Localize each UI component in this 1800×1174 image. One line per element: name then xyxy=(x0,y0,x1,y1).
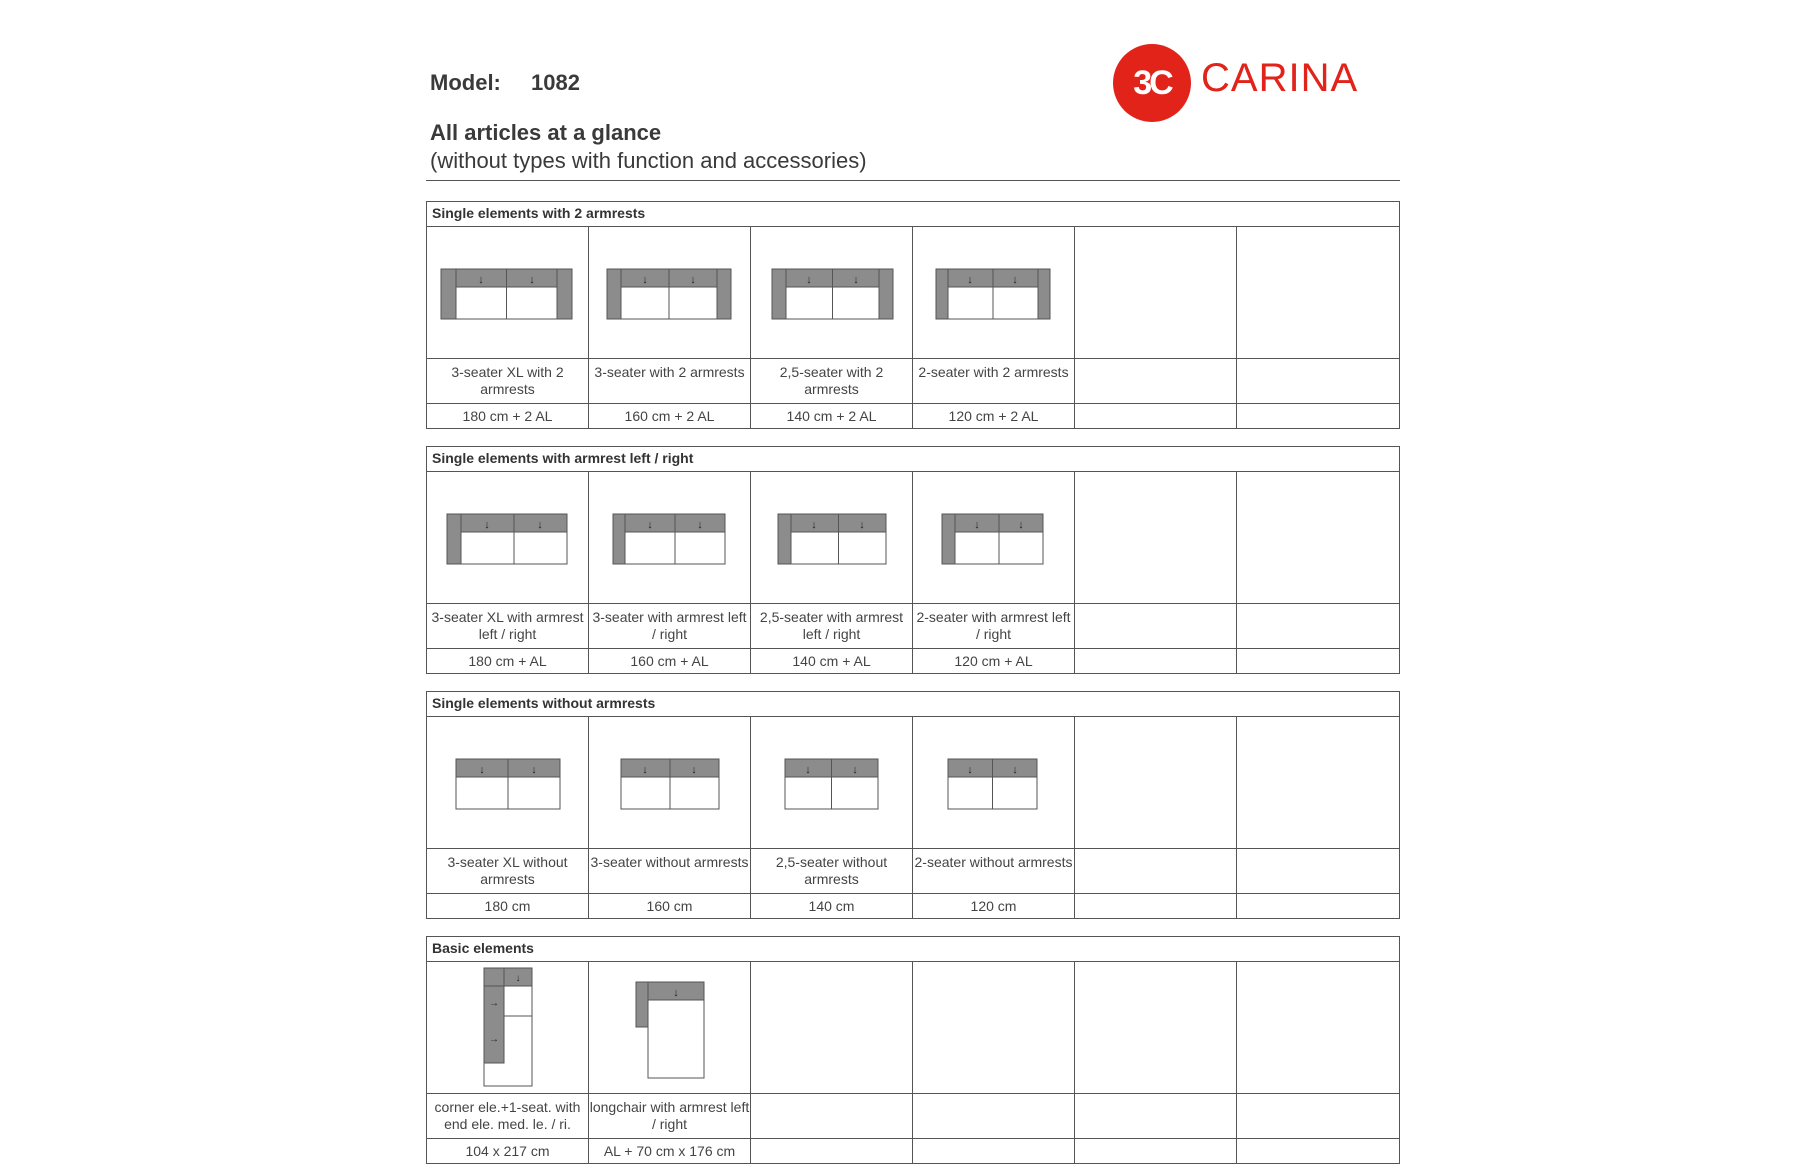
empty-cell xyxy=(751,1094,913,1138)
section-armrest-left-right xyxy=(426,446,1400,674)
svg-text:↓: ↓ xyxy=(531,764,537,776)
item-description: 2-seater with armrest left / right xyxy=(913,604,1075,648)
item-size: 104 x 217 cm xyxy=(427,1139,589,1163)
logo-text: CARINA xyxy=(1201,56,1359,100)
svg-text:↓: ↓ xyxy=(805,764,811,776)
svg-text:↓: ↓ xyxy=(690,274,696,286)
sofa-diagram-3-2al xyxy=(589,227,751,358)
empty-cell xyxy=(1237,472,1399,603)
svg-text:↓: ↓ xyxy=(642,274,648,286)
item-description: 2,5-seater with armrest left / right xyxy=(751,604,913,648)
item-size: 160 cm + AL xyxy=(589,649,751,673)
svg-text:→: → xyxy=(489,998,499,1009)
item-size: 160 cm xyxy=(589,894,751,918)
item-description: 3-seater without armrests xyxy=(589,849,751,893)
empty-cell xyxy=(1075,404,1237,428)
svg-text:→: → xyxy=(489,1034,499,1045)
item-size: 160 cm + 2 AL xyxy=(589,404,751,428)
empty-cell xyxy=(913,1094,1075,1138)
empty-cell xyxy=(913,1139,1075,1163)
empty-cell xyxy=(1075,649,1237,673)
empty-cell xyxy=(1075,849,1237,893)
svg-text:↓: ↓ xyxy=(478,274,484,286)
model-number: 1082 xyxy=(531,70,580,95)
model-line xyxy=(430,70,580,96)
sofa-diagram-25-noal xyxy=(751,717,913,848)
empty-cell xyxy=(1237,1094,1399,1138)
svg-text:↓: ↓ xyxy=(537,519,543,531)
item-description: 2,5-seater with 2 armrests xyxy=(751,359,913,403)
sofa-diagram-3-noal xyxy=(589,717,751,848)
svg-text:↓: ↓ xyxy=(806,274,812,286)
item-description: 3-seater XL with armrest left / right xyxy=(427,604,589,648)
section-title: Single elements without armrests xyxy=(427,692,1399,717)
item-description: longchair with armrest left / right xyxy=(589,1094,751,1138)
svg-text:↓: ↓ xyxy=(967,764,973,776)
sofa-diagram-2-al xyxy=(913,472,1075,603)
empty-cell xyxy=(1237,1139,1399,1163)
longchair-diagram xyxy=(589,962,751,1093)
svg-text:↓: ↓ xyxy=(1012,274,1018,286)
item-description: corner ele.+1-seat. with end ele. med. le. / ri. xyxy=(427,1094,589,1138)
empty-cell xyxy=(1075,227,1237,358)
item-size: 180 cm + AL xyxy=(427,649,589,673)
empty-cell xyxy=(1237,849,1399,893)
page-title: All articles at a glance xyxy=(430,120,662,145)
svg-text:↓: ↓ xyxy=(647,519,653,531)
logo-mark: 3C xyxy=(1133,63,1171,102)
empty-cell xyxy=(1075,359,1237,403)
empty-cell xyxy=(1237,227,1399,358)
svg-text:↓: ↓ xyxy=(479,764,485,776)
sofa-diagram-25-2al xyxy=(751,227,913,358)
svg-text:↓: ↓ xyxy=(642,764,648,776)
item-size: 140 cm xyxy=(751,894,913,918)
section-basic-elements xyxy=(426,936,1400,1164)
empty-cell xyxy=(1237,404,1399,428)
carina-logo xyxy=(1113,44,1393,124)
svg-text:↓: ↓ xyxy=(852,764,858,776)
empty-cell xyxy=(1075,472,1237,603)
svg-text:↓: ↓ xyxy=(859,519,865,531)
item-description: 3-seater with armrest left / right xyxy=(589,604,751,648)
empty-cell xyxy=(1075,1094,1237,1138)
empty-cell xyxy=(751,1139,913,1163)
svg-text:↓: ↓ xyxy=(673,987,679,999)
page-subtitle: (without types with function and accessories) xyxy=(430,148,867,173)
sofa-diagram-3xl-al xyxy=(427,472,589,603)
item-description: 2,5-seater without armrests xyxy=(751,849,913,893)
section-title: Single elements with 2 armrests xyxy=(427,202,1399,227)
svg-text:↓: ↓ xyxy=(484,519,490,531)
svg-text:↓: ↓ xyxy=(529,274,535,286)
empty-cell xyxy=(1237,649,1399,673)
svg-text:↓: ↓ xyxy=(811,519,817,531)
sofa-diagram-2-noal xyxy=(913,717,1075,848)
item-size: 140 cm + AL xyxy=(751,649,913,673)
svg-text:↓: ↓ xyxy=(515,973,521,984)
section-without-armrests xyxy=(426,691,1400,919)
item-size: 180 cm xyxy=(427,894,589,918)
empty-cell xyxy=(1237,359,1399,403)
item-description: 2-seater without armrests xyxy=(913,849,1075,893)
item-description: 3-seater with 2 armrests xyxy=(589,359,751,403)
svg-text:↓: ↓ xyxy=(974,519,980,531)
sofa-diagram-3-al xyxy=(589,472,751,603)
sofa-diagram-3xl-2al xyxy=(427,227,589,358)
svg-text:↓: ↓ xyxy=(967,274,973,286)
item-description: 3-seater XL without armrests xyxy=(427,849,589,893)
empty-cell xyxy=(1237,717,1399,848)
empty-cell xyxy=(751,962,913,1093)
sofa-diagram-3xl-noal xyxy=(427,717,589,848)
item-size: 120 cm + 2 AL xyxy=(913,404,1075,428)
sofa-diagram-2-2al xyxy=(913,227,1075,358)
empty-cell xyxy=(1237,962,1399,1093)
empty-cell xyxy=(1075,1139,1237,1163)
section-title: Single elements with armrest left / right xyxy=(427,447,1399,472)
corner-element-diagram xyxy=(427,962,589,1093)
sofa-diagram-25-al xyxy=(751,472,913,603)
svg-text:↓: ↓ xyxy=(1018,519,1024,531)
item-size: 180 cm + 2 AL xyxy=(427,404,589,428)
empty-cell xyxy=(1075,894,1237,918)
empty-cell xyxy=(1237,894,1399,918)
section-two-armrests xyxy=(426,201,1400,429)
svg-text:↓: ↓ xyxy=(691,764,697,776)
header-divider xyxy=(426,180,1400,181)
svg-text:↓: ↓ xyxy=(853,274,859,286)
item-description: 2-seater with 2 armrests xyxy=(913,359,1075,403)
item-size: 120 cm + AL xyxy=(913,649,1075,673)
item-description: 3-seater XL with 2 armrests xyxy=(427,359,589,403)
item-size: AL + 70 cm x 176 cm xyxy=(589,1139,751,1163)
empty-cell xyxy=(913,962,1075,1093)
model-label: Model: xyxy=(430,70,501,95)
empty-cell xyxy=(1075,604,1237,648)
item-size: 140 cm + 2 AL xyxy=(751,404,913,428)
svg-text:↓: ↓ xyxy=(697,519,703,531)
empty-cell xyxy=(1237,604,1399,648)
item-size: 120 cm xyxy=(913,894,1075,918)
empty-cell xyxy=(1075,962,1237,1093)
svg-text:↓: ↓ xyxy=(1012,764,1018,776)
empty-cell xyxy=(1075,717,1237,848)
section-title: Basic elements xyxy=(427,937,1399,962)
